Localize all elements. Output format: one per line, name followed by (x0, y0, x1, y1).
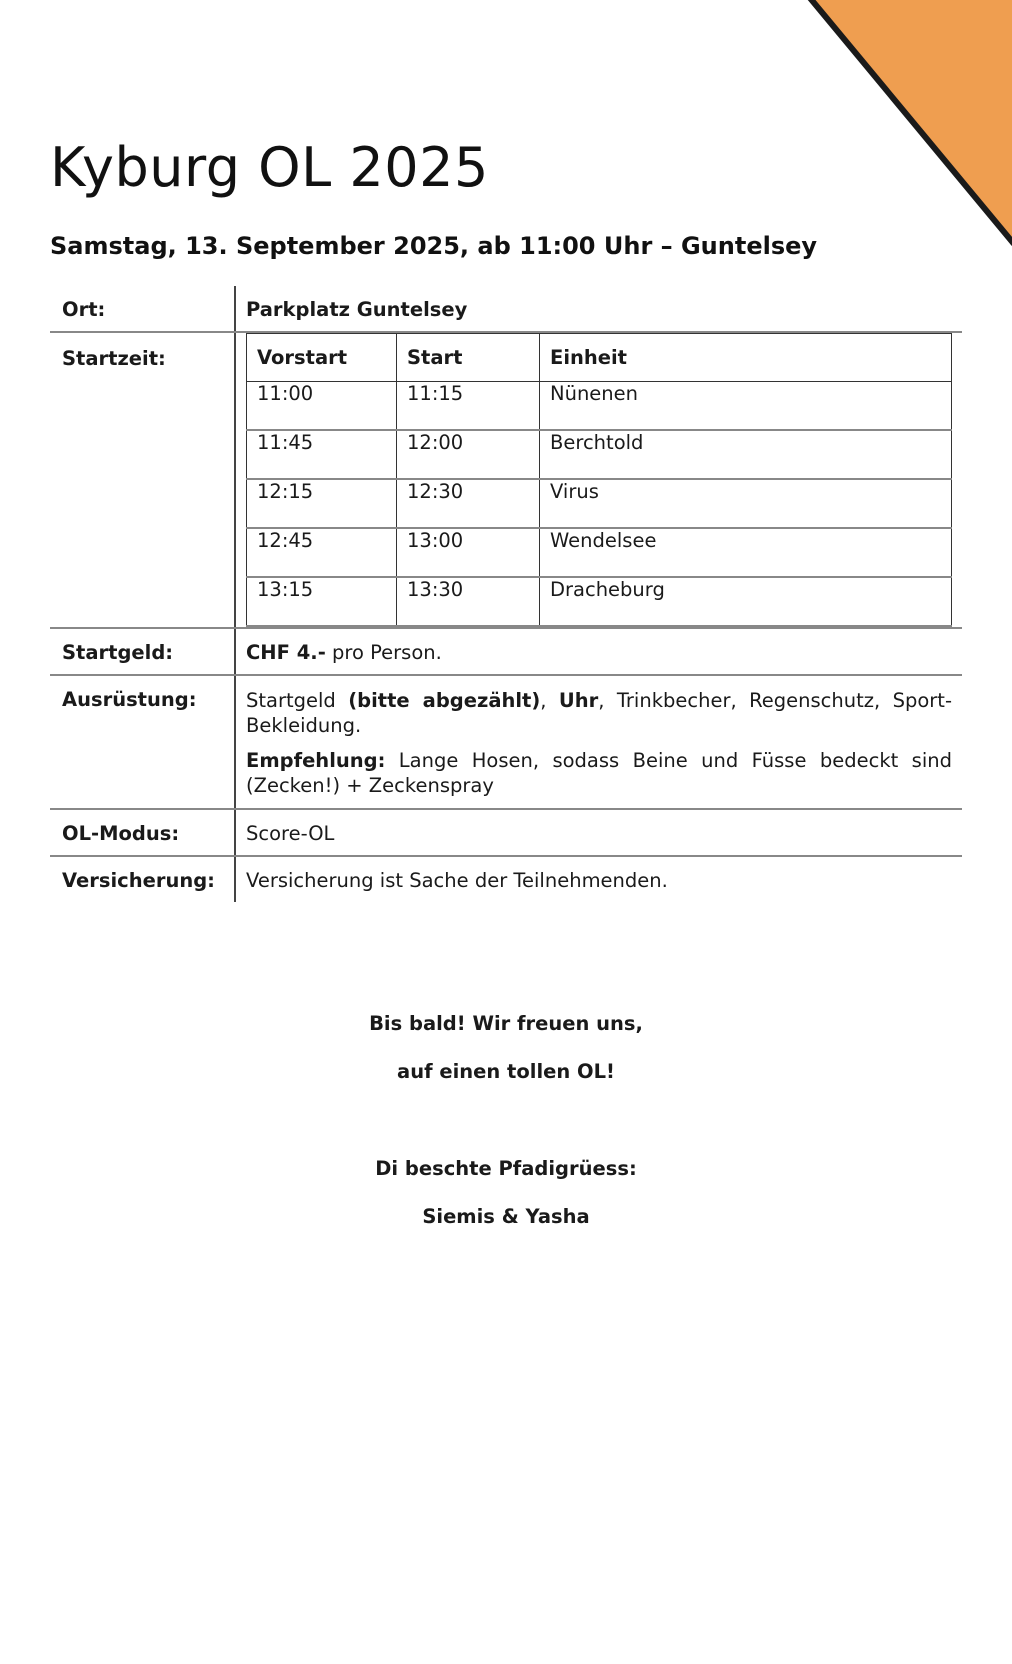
empfehlung (246, 748, 952, 798)
start-times-table (246, 333, 952, 627)
cell-vorstart: 12:45 (247, 528, 397, 577)
cell-start: 12:00 (397, 430, 540, 479)
modus-value: Score-OL (235, 809, 962, 856)
cell-start: 11:15 (397, 382, 540, 431)
startgeld-amount: CHF 4.- (246, 641, 326, 664)
ausruestung-list (246, 688, 952, 738)
table-row (247, 382, 952, 431)
startgeld-suffix: pro Person. (325, 641, 442, 664)
cell-start: 13:30 (397, 577, 540, 626)
cell-vorstart: 11:45 (247, 430, 397, 479)
cell-vorstart: 11:00 (247, 382, 397, 431)
startgeld-label: Startgeld: (50, 628, 235, 675)
cell-einheit: Dracheburg (540, 577, 952, 626)
closing-line-2: auf einen tollen OL! (397, 1060, 615, 1083)
cell-vorstart: 12:15 (247, 479, 397, 528)
ausruestung-value (235, 675, 962, 809)
row-modus (50, 809, 962, 856)
corner-decoration (752, 0, 1012, 260)
table-row (247, 577, 952, 626)
info-table (50, 286, 962, 902)
closing-line-1: Bis bald! Wir freuen uns, (369, 1012, 643, 1035)
table-row (247, 528, 952, 577)
header-vorstart: Vorstart (247, 334, 397, 382)
modus-label: OL-Modus: (50, 809, 235, 856)
ort-value: Parkplatz Guntelsey (235, 286, 962, 332)
cell-start: 12:30 (397, 479, 540, 528)
cell-einheit: Nünenen (540, 382, 952, 431)
ausruestung-text-2: (bitte abgezählt) (348, 689, 541, 712)
cell-vorstart: 13:15 (247, 577, 397, 626)
start-times-header (247, 334, 952, 382)
table-row (247, 430, 952, 479)
ausruestung-label: Ausrüstung: (50, 675, 235, 809)
row-versicherung (50, 856, 962, 902)
page-subtitle: Samstag, 13. September 2025, ab 11:00 Uhr – Guntelsey (50, 232, 818, 260)
ausruestung-text-4: Uhr (558, 689, 599, 712)
header-einheit: Einheit (540, 334, 952, 382)
empfehlung-text: Lange Hosen, sodass Beine und Füsse bedeckt sind (Zecken!) + Zeckenspray (246, 749, 952, 797)
ort-label: Ort: (50, 286, 235, 332)
page-title: Kyburg OL 2025 (50, 136, 489, 199)
greeting: Di beschte Pfadigrüess: (375, 1157, 637, 1180)
header-start: Start (397, 334, 540, 382)
table-row (247, 479, 952, 528)
ausruestung-text-1: Startgeld (246, 689, 349, 712)
startzeit-label: Startzeit: (50, 332, 235, 628)
versicherung-value: Versicherung ist Sache der Teilnehmenden. (246, 869, 668, 892)
versicherung-label: Versicherung: (50, 856, 235, 902)
ausruestung-text-5: , Trinkbecher, Regenschutz, Sport-Bekleidung. (246, 689, 952, 737)
ausruestung-text-3: , (540, 689, 559, 712)
row-startgeld (50, 628, 962, 675)
startgeld-value (235, 628, 962, 675)
cell-einheit: Wendelsee (540, 528, 952, 577)
signature: Siemis & Yasha (422, 1205, 590, 1228)
cell-einheit: Virus (540, 479, 952, 528)
row-startzeit (50, 332, 962, 628)
row-ausruestung (50, 675, 962, 809)
row-ort (50, 286, 962, 332)
empfehlung-label: Empfehlung: (246, 749, 386, 772)
cell-start: 13:00 (397, 528, 540, 577)
cell-einheit: Berchtold (540, 430, 952, 479)
